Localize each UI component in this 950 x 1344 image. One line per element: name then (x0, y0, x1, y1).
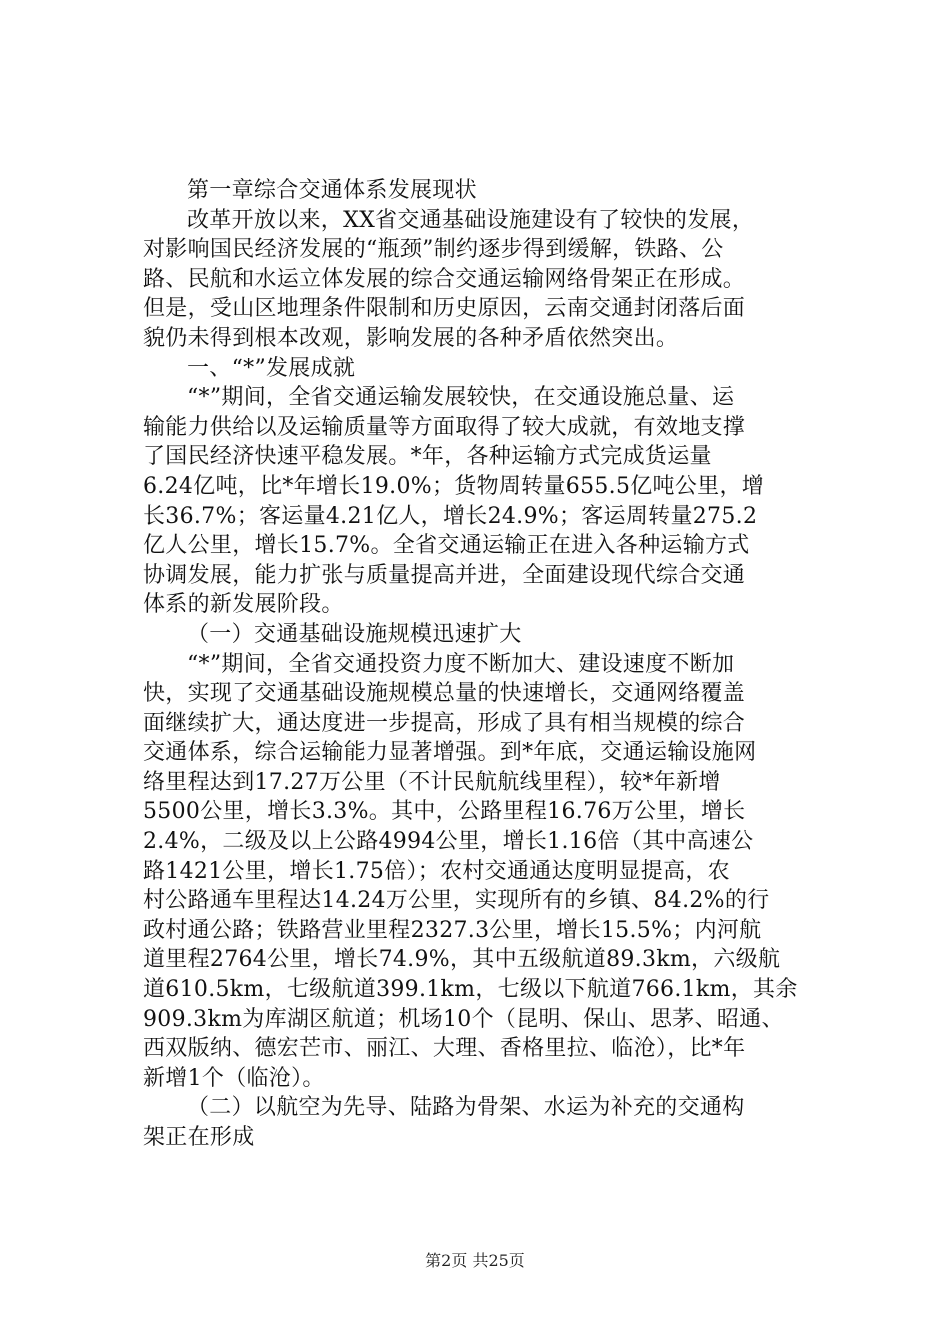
paragraph-line: 长36.7%；客运量4.21亿人，增长24.9%；客运周转量275.2 (143, 503, 758, 529)
paragraph-line: 但是，受山区地理条件限制和历史原因，云南交通封闭落后面 (143, 296, 746, 322)
paragraph-line: 5500公里，增长3.3%。其中，公路里程16.76万公里，增长 (143, 799, 746, 825)
paragraph-line: 6.24亿吨，比*年增长19.0%；货物周转量655.5亿吨公里，增 (143, 473, 765, 499)
paragraph-line: 西双版纳、德宏芒市、丽江、大理、香格里拉、临沧），比*年 (143, 1036, 746, 1062)
paragraph-line: 路1421公里，增长1.75倍）；农村交通通达度明显提高，农 (143, 858, 730, 884)
chapter-heading: 第一章综合交通体系发展现状 (187, 178, 477, 203)
paragraph-line: 政村通公路；铁路营业里程2327.3公里，增长15.5%；内河航 (143, 917, 762, 943)
paragraph-line: 体系的新发展阶段。 (143, 592, 344, 618)
section-heading: 一、“*”发展成就 (187, 355, 356, 381)
paragraph-line: 2.4%，二级及以上公路4994公里，增长1.16倍（其中高速公 (143, 829, 754, 855)
paragraph-line: 快，实现了交通基础设施规模总量的快速增长，交通网络覆盖 (143, 681, 746, 707)
paragraph-line: 村公路通车里程达14.24万公里，实现所有的乡镇、84.2%的行 (143, 888, 770, 914)
paragraph-line: 对影响国民经济发展的“瓶颈”制约逐步得到缓解，铁路、公 (143, 237, 724, 263)
paragraph-line: 路、民航和水运立体发展的综合交通运输网络骨架正在形成。 (143, 266, 746, 292)
paragraph-line: 道里程2764公里，增长74.9%，其中五级航道89.3km，六级航 (143, 947, 781, 973)
paragraph-line: 交通体系，综合运输能力显著增强。到*年底，交通运输设施网 (143, 740, 757, 766)
paragraph-line: 亿人公里，增长15.7%。全省交通运输正在进入各种运输方式 (143, 533, 750, 559)
paragraph-line: 输能力供给以及运输质量等方面取得了较大成就，有效地支撑 (143, 414, 746, 440)
page-footer (0, 1248, 950, 1271)
paragraph-line: 改革开放以来，XX省交通基础设施建设有了较快的发展， (187, 207, 755, 233)
paragraph-line: 络里程达到17.27万公里（不计民航航线里程），较*年新增 (143, 769, 721, 795)
subsection-heading: （二）以航空为先导、陆路为骨架、水运为补充的交通构 (187, 1095, 745, 1121)
subsection-heading-continued: 架正在形成 (143, 1125, 255, 1150)
subsection-heading: （一）交通基础设施规模迅速扩大 (187, 621, 522, 647)
paragraph-line: 道610.5km，七级航道399.1km，七级以下航道766.1km，其余 (143, 977, 798, 1003)
paragraph-line: 909.3km为库湖区航道；机场10个（昆明、保山、思茅、昭通、 (143, 1006, 784, 1032)
paragraph-line: “*”期间，全省交通运输发展较快，在交通设施总量、运 (187, 385, 735, 411)
document-body (143, 176, 843, 1153)
paragraph-line: 协调发展，能力扩张与质量提高并进，全面建设现代综合交通 (143, 562, 746, 588)
paragraph-line: 新增1个（临沧）。 (143, 1065, 325, 1091)
page-number-label: 第2页 共25页 (425, 1251, 525, 1270)
paragraph-line: 了国民经济快速平稳发展。*年，各种运输方式完成货运量 (143, 444, 712, 470)
paragraph-line: 貌仍未得到根本改观，影响发展的各种矛盾依然突出。 (143, 325, 679, 351)
paragraph-line: “*”期间，全省交通投资力度不断加大、建设速度不断加 (187, 651, 735, 677)
paragraph-line: 面继续扩大，通达度进一步提高，形成了具有相当规模的综合 (143, 710, 746, 736)
